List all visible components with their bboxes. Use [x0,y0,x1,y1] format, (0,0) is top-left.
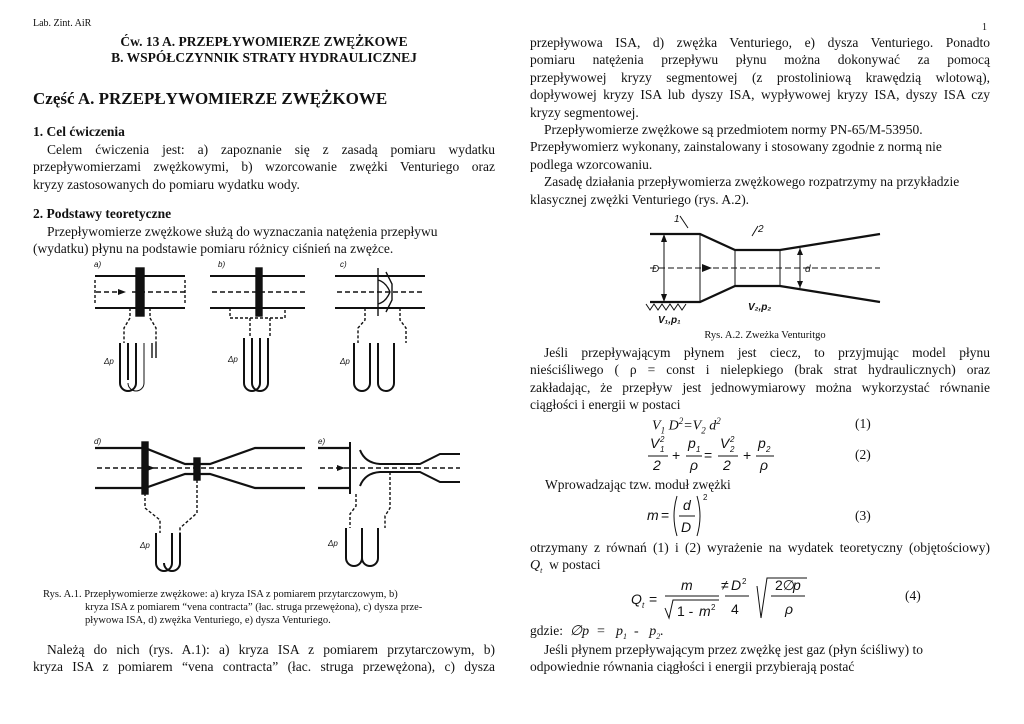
figure-a1-dysza-e [318,442,460,566]
dp-label: Δp [228,355,238,364]
equation-2 [640,434,790,478]
fig2-label-v1p1: V₁,p₁ [658,315,681,326]
rt-line: kryzy segmentowej. [530,104,639,120]
eq4-intro-line: otrzymany z równań (1) i (2) wyrażenie na wydatek teoretyczny (objętościowy) [530,540,990,555]
fig2-label-2: 2 [758,224,764,235]
rm-line: nieściśliwego ( ρ = const i nielepkiego (brak strat hydraulicznych) oraz [530,362,990,378]
rt-line: podlega wzorcowaniu. [530,156,653,172]
left-bottom-text [33,641,495,676]
rt-line: Przepływomierz wykonany, zainstalowany i stosowany zgodnie z normą nie [530,139,942,155]
svg-text:=: = [661,507,670,523]
svg-text:2: 2 [711,603,716,612]
s1-line: przepływomierzami zwężkowymi, b) wzorcowanie zwężki Venturiego oraz [33,159,495,175]
figure-a1 [60,258,500,578]
eq4-intro-line: w postaci [549,557,601,573]
equation-1: $V_1$ $D^2=V_2$ $d^2$ [652,416,721,436]
svg-text:2: 2 [653,457,661,473]
rm-line: ciągłości i energii w postaci [530,397,681,413]
svg-text:2: 2 [766,445,771,454]
fig2-label-1: 1 [674,214,680,225]
part-a-heading: Część A. PRZEPŁYWOMIERZE ZWĘŻKOWE [33,89,388,108]
fig2-label-d: d [805,264,811,275]
section-1-text [33,141,495,193]
right-mid-text [530,344,990,414]
equation-3-number: (3) [855,508,871,523]
rt-line: Przepływomierze zwężkowe są przedmiotem normy PN-65/M-53950. [544,122,923,138]
rt-line: klasycznej zwężki Venturiego (rys. A.2). [530,191,750,207]
figure-a2 [640,212,890,328]
dp-label: Δp [140,541,150,550]
fig1-caption-line: pływowa ISA, d) zwężka Venturiego, e) dysza Venturiego. [85,615,331,626]
rm-line: zakładając, że przepływ jest jednowymiarowy można wykorzystać równanie [530,379,990,395]
title-line-1: Ćw. 13 A. PRZEPŁYWOMIERZE ZWĘŻKOWE [120,34,408,49]
section-1-heading: 1. Cel ćwiczenia [33,124,125,139]
dp-label: Δp [328,539,338,548]
svg-text:≠: ≠ [721,577,729,593]
rm-line: Jeśli przepływającym płynem jest ciecz, to przyjmując model płynu [544,345,990,360]
svg-text:2∅: 2∅ [775,577,795,593]
svg-text:ρ: ρ [785,601,794,617]
equation-2-number: (2) [855,447,871,462]
svg-text:d: d [683,497,691,513]
rb-line: odpowiednie równania ciągłości i energii przybierają postać [530,659,855,675]
fig-label-a: a) [94,260,102,269]
svg-text:2: 2 [723,457,731,473]
rt-line: pomiaru natężenia przepływu płynu można dokonywać za pomocą [530,52,990,68]
section-2-text [33,223,495,258]
svg-text:2: 2 [730,435,735,444]
qt-symbol: $Q_t$ [530,558,543,576]
where-label: gdzie: [530,623,563,638]
svg-text:m: m [647,507,659,523]
svg-text:ρ: ρ [760,457,769,473]
page-number: 1 [982,22,987,33]
svg-text:+: + [743,447,752,463]
rt-line: przepływowa ISA, d) zwężka Venturiego, e) dysza Venturiego. Ponadto [530,35,990,50]
svg-text:2: 2 [660,435,665,444]
svg-text:=: = [704,447,713,463]
figure-a1-kryza-b [210,268,305,391]
title-line-2: B. WSPÓŁCZYNNIK STRATY HYDRAULICZNEJ [111,50,417,65]
equation-4 [625,574,835,622]
exercise-title [33,34,495,66]
section-2-heading: 2. Podstawy teoretyczne [33,206,172,221]
svg-text:V: V [650,435,660,451]
svg-text:2: 2 [703,493,708,502]
header-left: Lab. Zint. AiR [33,18,92,29]
where-formula: ∅p = $p_1 - p_2$. [566,624,664,641]
svg-text:=: = [649,591,658,607]
figure-a1-caption [43,588,498,627]
equation-1-number: (1) [855,416,871,431]
svg-text:2: 2 [730,445,735,454]
fig-label-d: d) [94,437,102,446]
svg-text:Q: Q [631,591,642,607]
rt-line: przepływowej kryzy segmentowej (z prostoliniową krawędzią wlotową), [530,69,990,85]
fig1-caption-line: kryza ISA z pomiarem “vena contracta” (łac. struga przewężona), c) dysza prze- [85,602,423,613]
rt-line: Zasadę działania przepływomierza zwężkowego rozpatrzymy na przykładzie [544,174,960,190]
fig-label-e: e) [318,437,326,446]
s1-line: kryzy zastosowanych do pomiaru wydatku wody. [33,176,300,192]
fig-label-c: c) [340,260,347,269]
figure-a1-dysza-c [335,268,425,391]
s2-line: (wydatku) płynu na podstawie pomiaru różnicy ciśnień na zwężce. [33,241,394,257]
dp-label: Δp [104,357,114,366]
rt-line: dopływowej kryzy ISA lub dyszy ISA, wypływowej kryzy ISA, dyszy ISA czy [530,87,990,103]
svg-text:1: 1 [696,445,701,454]
dp-label: Δp [340,357,350,366]
fig2-label-v2p2: V₂,p₂ [748,302,772,313]
svg-text:1: 1 [660,445,665,454]
rb-line: Jeśli płynem przepływającym przez zwężkę jest gaz (płyn ściśliwy) to [544,642,923,657]
equation-4-number: (4) [905,588,921,603]
svg-text:p: p [758,435,766,451]
svg-text:2: 2 [742,577,747,586]
svg-text:1 -: 1 - [677,603,694,619]
equation-3-intro: Wprowadzając tzw. moduł zwężki [545,477,731,492]
equation-3 [645,490,725,538]
right-bottom-text [530,641,990,676]
svg-text:m: m [681,577,693,593]
s2-line: Przepływomierze zwężkowe służą do wyznaczania natężenia przepływu [47,224,438,239]
svg-text:t: t [642,601,645,610]
svg-text:p: p [793,577,801,593]
figure-a1-venturi-d [95,442,305,571]
svg-text:D: D [731,577,742,593]
s1-line: Celem ćwiczenia jest: a) zapoznanie się z zasadą pomiaru wydatku [47,142,495,157]
fig-label-b: b) [218,260,226,269]
svg-text:4: 4 [731,601,739,617]
figure-a1-kryza-a [95,268,185,391]
svg-text:m: m [699,603,711,619]
lb-line: Należą do nich (rys. A.1): a) kryza ISA z pomiarem przytarczowym, b) [47,642,495,657]
svg-text:ρ: ρ [690,457,699,473]
lb-line: kryza ISA z pomiarem “vena contracta” (łac. struga przewężona), c) dysza [33,659,495,675]
right-top-text [530,34,990,208]
fig1-caption-line: Rys. A.1. Przepływomierze zwężkowe: a) kryza ISA z pomiarem przytarczowym, b) [43,589,398,600]
svg-text:+: + [672,447,681,463]
fig2-label-D: D [652,264,660,275]
figure-a2-caption: Rys. A.2. Zweżka Venturitgo [704,330,826,341]
svg-text:D: D [681,519,692,535]
svg-text:p: p [688,435,696,451]
svg-text:V: V [720,435,730,451]
